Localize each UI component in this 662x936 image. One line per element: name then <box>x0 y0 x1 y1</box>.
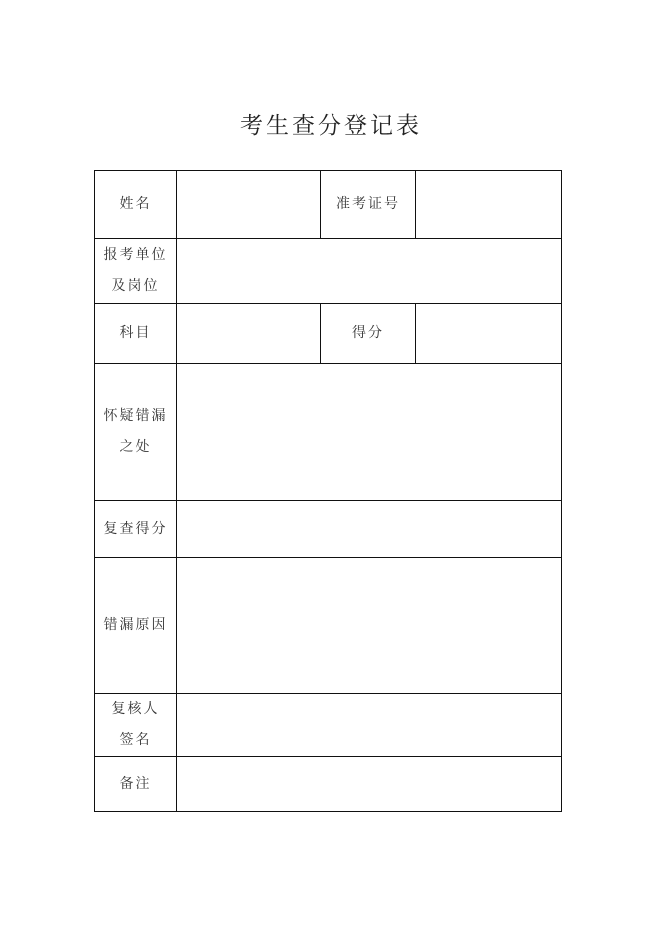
reviewer-label-line1: 复核人 <box>111 701 160 717</box>
suspect-label-line1: 怀疑错漏 <box>103 408 168 424</box>
subject-label-cell <box>95 304 177 364</box>
row-unit <box>95 239 562 304</box>
row-suspect <box>95 364 562 501</box>
suspect-label-line2: 之处 <box>119 439 152 455</box>
row-reviewer <box>95 694 562 757</box>
unit-label-cell <box>95 239 177 304</box>
recheck-score-label-cell <box>95 501 177 558</box>
subject-field[interactable] <box>177 304 321 364</box>
remarks-field[interactable] <box>177 757 562 812</box>
ticket-number-label-cell <box>321 171 416 239</box>
score-label: 得分 <box>352 325 384 341</box>
page-title: 考生查分登记表 <box>240 113 422 139</box>
row-subject <box>95 304 562 364</box>
ticket-number-label: 准考证号 <box>336 196 400 212</box>
reviewer-signature-field[interactable] <box>177 694 562 757</box>
reason-label: 错漏原因 <box>103 617 168 633</box>
remarks-label: 备注 <box>119 775 152 792</box>
name-label: 姓名 <box>119 196 152 212</box>
row-recheck-score <box>95 501 562 558</box>
name-label-cell <box>95 171 177 239</box>
unit-label-line1: 报考单位 <box>103 247 168 263</box>
ticket-number-field[interactable] <box>416 171 562 239</box>
registration-form-table <box>94 170 562 812</box>
suspect-field[interactable] <box>177 364 562 501</box>
suspect-label-cell <box>95 364 177 501</box>
recheck-score-field[interactable] <box>177 501 562 558</box>
name-field[interactable] <box>177 171 321 239</box>
reviewer-label-cell <box>95 694 177 757</box>
reviewer-label-line2: 签名 <box>119 732 152 748</box>
unit-field[interactable] <box>177 239 562 304</box>
reason-label-cell <box>95 558 177 694</box>
remarks-label-cell <box>95 757 177 812</box>
recheck-score-label: 复查得分 <box>103 520 168 537</box>
score-label-cell <box>321 304 416 364</box>
row-remarks <box>95 757 562 812</box>
row-name <box>95 171 562 239</box>
reason-field[interactable] <box>177 558 562 694</box>
unit-label-line2: 及岗位 <box>111 278 160 294</box>
row-reason <box>95 558 562 694</box>
subject-label: 科目 <box>119 325 152 341</box>
score-field[interactable] <box>416 304 562 364</box>
